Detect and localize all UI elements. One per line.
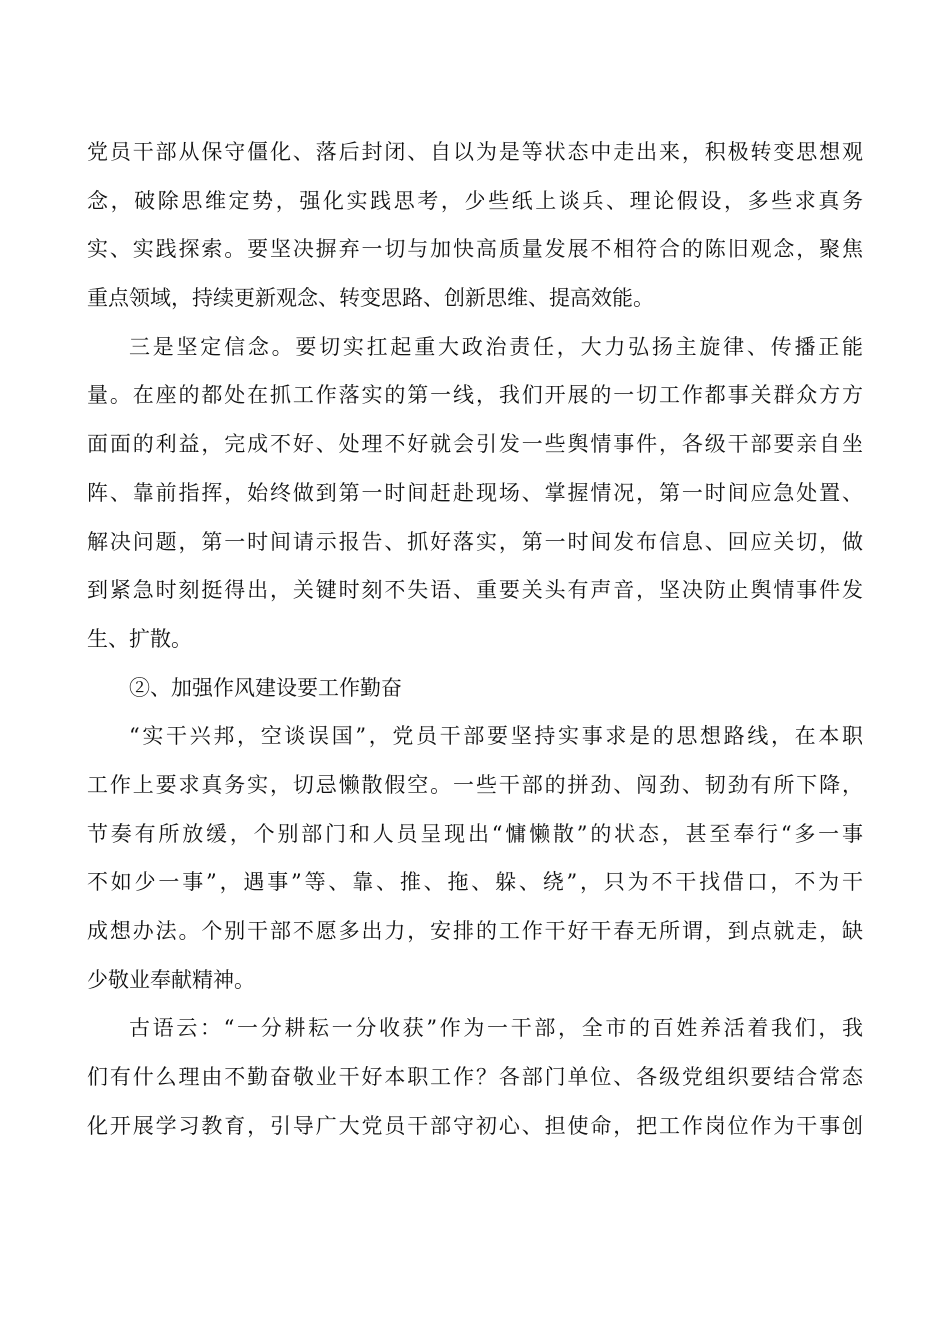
text-line: 量。在座的都处在抓工作落实的第一线，我们开展的一切工作都事关群众方方 [87, 383, 863, 408]
text-line: “实干兴邦，空谈误国”，党员干部要坚持实事求是的思想路线，在本职 [129, 724, 863, 749]
paragraph-2 [87, 323, 863, 664]
text-line: 念，破除思维定势，强化实践思考，少些纸上谈兵、理论假设，多些求真务 [87, 188, 863, 213]
paragraph-1 [87, 128, 863, 323]
text-line: 少敬业奉献精神。 [87, 967, 255, 992]
section-heading [87, 664, 863, 713]
text-line: 古语云：“一分耕耘一分收获”作为一干部，全市的百姓养活着我们，我 [129, 1016, 863, 1041]
heading-text: ②、加强作风建设要工作勤奋 [129, 675, 402, 700]
text-line: 工作上要求真务实，切忌懒散假空。一些干部的拼劲、闯劲、韧劲有所下降， [87, 772, 863, 797]
text-line: 化开展学习教育，引导广大党员干部守初心、担使命，把工作岗位作为干事创 [87, 1113, 863, 1138]
paragraph-4 [87, 1004, 863, 1150]
text-line: 面面的利益，完成不好、处理不好就会引发一些舆情事件，各级干部要亲自坐 [87, 432, 863, 457]
text-line: 实、实践探索。要坚决摒弃一切与加快高质量发展不相符合的陈旧观念，聚焦 [87, 237, 863, 262]
text-line: 节奏有所放缓，个别部门和人员呈现出“慵懒散”的状态，甚至奉行“多一事 [87, 821, 863, 846]
document-body [87, 128, 863, 1150]
text-line: 解决问题，第一时间请示报告、抓好落实，第一时间发布信息、回应关切，做 [87, 529, 863, 554]
text-line: 三是坚定信念。要切实扛起重大政治责任，大力弘扬主旋律、传播正能 [129, 334, 863, 359]
text-line: 们有什么理由不勤奋敬业干好本职工作？各部门单位、各级党组织要结合常态 [87, 1065, 863, 1090]
paragraph-3 [87, 712, 863, 1004]
text-line: 阵、靠前指挥，始终做到第一时间赶赴现场、掌握情况，第一时间应急处置、 [87, 480, 863, 505]
text-line: 不如少一事”，遇事”等、靠、推、拖、躲、绕”，只为不干找借口，不为干 [87, 870, 863, 895]
text-line: 重点领域，持续更新观念、转变思路、创新思维、提高效能。 [87, 286, 654, 311]
text-line: 到紧急时刻挺得出，关键时刻不失语、重要关头有声音，坚决防止舆情事件发 [87, 578, 863, 603]
text-line: 生、扩散。 [87, 626, 192, 651]
text-line: 成想办法。个别干部不愿多出力，安排的工作干好干春无所谓，到点就走，缺 [87, 919, 863, 943]
text-line: 党员干部从保守僵化、落后封闭、自以为是等状态中走出来，积极转变思想观 [87, 140, 863, 164]
